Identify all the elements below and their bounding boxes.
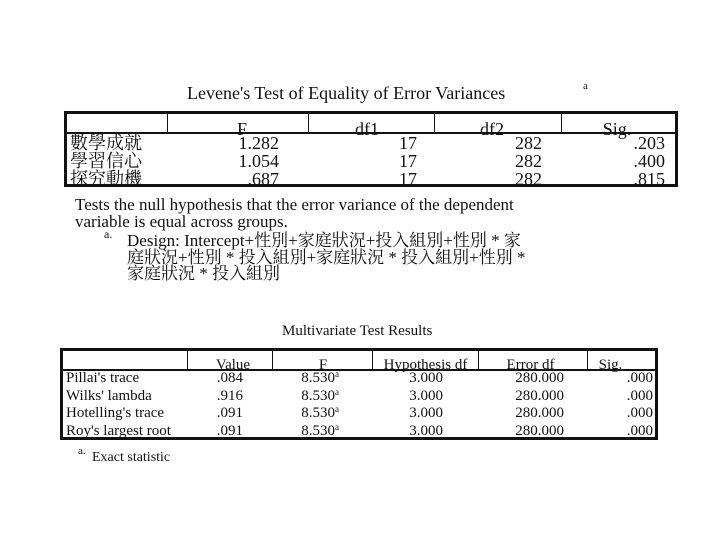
- multivariate-table: [60, 348, 658, 440]
- footnote-marker: a: [335, 386, 339, 397]
- multivariate-title: Multivariate Test Results: [282, 323, 433, 339]
- cell-hypothesis-df: [363, 405, 443, 421]
- cell-f-text: 8.530: [301, 387, 335, 404]
- cell-value: [188, 423, 243, 439]
- divider: [308, 114, 309, 133]
- cell-f: 1.054: [238, 151, 279, 171]
- cell-sig: [583, 388, 653, 404]
- cell-f: .687: [247, 169, 279, 189]
- cell-sig-text: .000: [626, 387, 653, 404]
- cell-df1: 17: [399, 169, 417, 189]
- footnote-line: [127, 264, 280, 283]
- divider: [561, 114, 562, 133]
- cell-error-df: [463, 388, 564, 404]
- header-value: Value: [215, 357, 251, 373]
- cell-value: [188, 405, 243, 421]
- footnote-line: 庭狀況+性別 * 投入組別+家庭狀況 * 投入組別+性別 *: [127, 248, 526, 267]
- cell-f-text: 8.530: [301, 405, 335, 421]
- footnote-marker: a: [335, 404, 339, 414]
- header-df1: df1: [355, 119, 379, 139]
- header-error-df: Error df: [506, 357, 555, 373]
- cell-sig-text: .000: [626, 405, 653, 421]
- row-label: Hotelling's trace: [66, 405, 165, 421]
- cell-f: [263, 388, 339, 404]
- header-hypothesis-df: Hypothesis df: [383, 357, 468, 373]
- cell-hypothesis-df: [363, 423, 443, 439]
- cell-sig-text: .000: [626, 422, 653, 439]
- cell-sig: [583, 423, 653, 439]
- cell-value-text: .091: [216, 405, 243, 421]
- footnote-marker: a.: [78, 445, 86, 457]
- levene-note: Tests the null hypothesis that the error variance of the dependent: [75, 195, 514, 214]
- divider: [272, 351, 273, 370]
- cell-value-text: .916: [216, 387, 243, 404]
- cell-df2: 282: [515, 169, 542, 189]
- footnote-marker: a.: [104, 227, 113, 241]
- levene-title-footnote-marker: a: [583, 80, 588, 92]
- cell-sig: .400: [633, 151, 665, 171]
- multivariate-footnote: [92, 450, 171, 465]
- footnote-marker: a: [335, 369, 339, 379]
- cell-error-df-text: 280.000: [515, 387, 564, 404]
- row-label: Pillai's trace: [66, 370, 140, 386]
- cell-value: [188, 370, 243, 386]
- cell-error-df-text: 280.000: [515, 422, 564, 439]
- cell-value-text: .084: [216, 370, 243, 386]
- cell-hypothesis-df-text: 3.000: [409, 422, 443, 439]
- row-label: 學習信心: [70, 151, 142, 171]
- divider: [167, 114, 168, 133]
- header-sig: Sig.: [602, 119, 632, 139]
- header-sig: Sig.: [598, 357, 623, 373]
- cell-value-text: .091: [216, 422, 243, 439]
- cell-sig-text: .000: [626, 370, 653, 386]
- cell-df2: 282: [515, 133, 542, 153]
- cell-f: [263, 405, 339, 421]
- row-label: Wilks' lambda: [66, 387, 152, 404]
- levene-note-line2-text: variable is equal across groups.: [75, 212, 288, 231]
- cell-hypothesis-df-text: 3.000: [409, 387, 443, 404]
- cell-error-df-text: 280.000: [515, 405, 564, 421]
- cell-sig: [583, 370, 653, 386]
- cell-error-df: [463, 423, 564, 439]
- cell-df2: 282: [515, 151, 542, 171]
- cell-df1: 17: [399, 133, 417, 153]
- cell-sig: [583, 405, 653, 421]
- row-label: Roy's largest root: [66, 422, 171, 439]
- cell-error-df-text: 280.000: [515, 370, 564, 386]
- cell-hypothesis-df: [363, 370, 443, 386]
- divider: [187, 351, 188, 370]
- divider: [434, 114, 435, 133]
- cell-sig: .203: [633, 133, 665, 153]
- cell-sig: .815: [633, 169, 665, 189]
- header-f: F: [318, 357, 328, 373]
- row-label: 探究動機: [70, 169, 142, 189]
- levene-note-line2: [75, 212, 288, 231]
- cell-hypothesis-df-text: 3.000: [409, 405, 443, 421]
- cell-error-df: [463, 405, 564, 421]
- cell-f: 1.282: [238, 133, 279, 153]
- divider: [478, 351, 479, 370]
- footnote-line: Design: Intercept+性別+家庭狀況+投入組別+性別 * 家: [127, 231, 521, 250]
- cell-value: [188, 388, 243, 404]
- cell-f-text: 8.530: [301, 422, 335, 439]
- header-f: F: [236, 119, 247, 139]
- cell-error-df: [463, 370, 564, 386]
- levene-table: [64, 111, 678, 187]
- header-df2: df2: [480, 119, 504, 139]
- cell-df1: 17: [399, 151, 417, 171]
- levene-title: Levene's Test of Equality of Error Variances: [187, 83, 506, 103]
- cell-f: [263, 423, 339, 439]
- cell-hypothesis-df-text: 3.000: [409, 370, 443, 386]
- cell-f: [263, 370, 339, 386]
- cell-hypothesis-df: [363, 388, 443, 404]
- multivariate-footnote-text: Exact statistic: [92, 450, 171, 465]
- row-label: 數學成就: [70, 133, 142, 153]
- footnote-marker: a: [335, 421, 339, 432]
- cell-f-text: 8.530: [301, 370, 335, 386]
- footnote-line-text: 家庭狀況 * 投入組別: [127, 264, 280, 283]
